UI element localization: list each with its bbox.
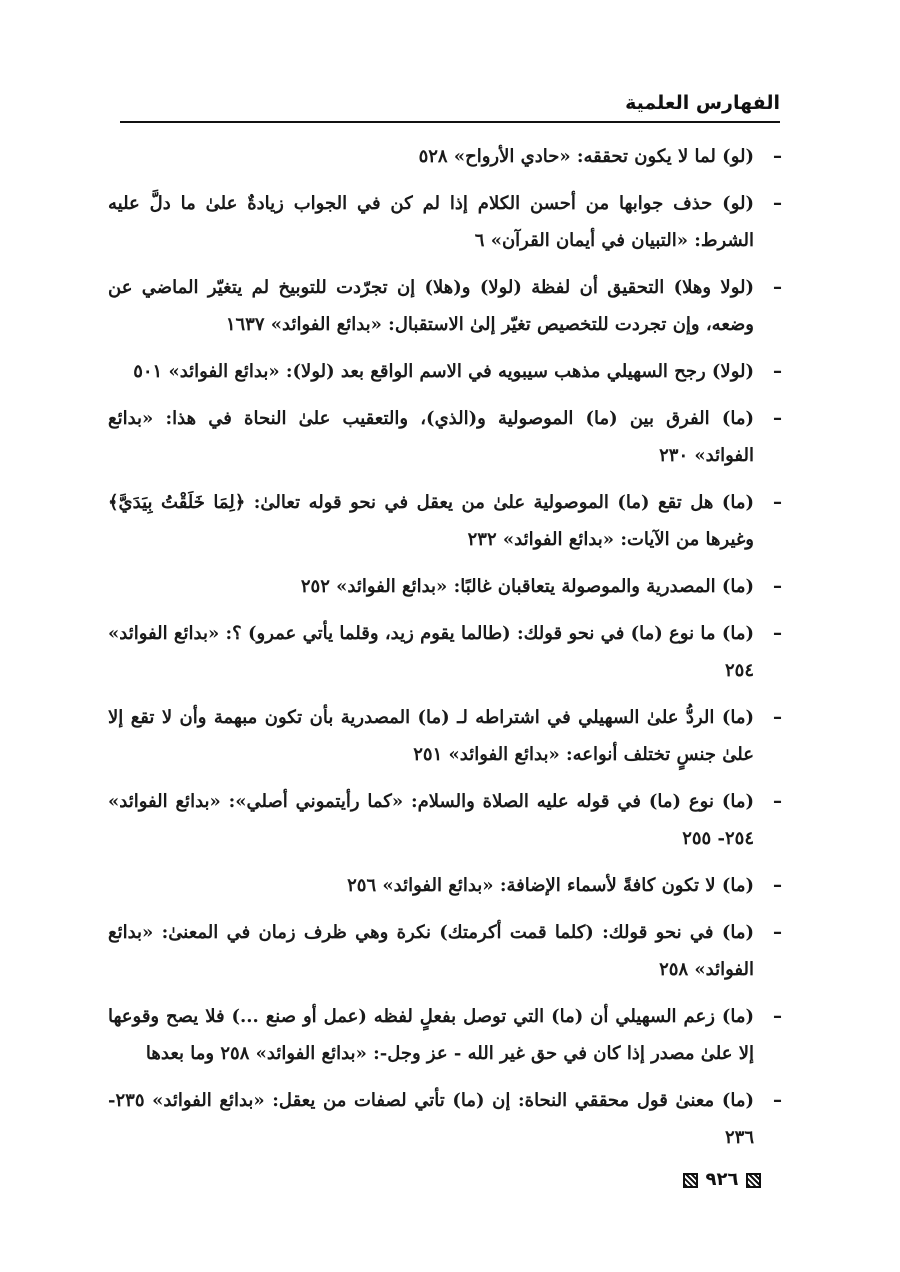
index-entry [108,400,786,474]
page-footer [660,1167,784,1193]
index-entry [108,1082,786,1156]
entry-dash: – [773,576,782,597]
index-entry [108,484,786,558]
entry-text: (لو) حذف جوابها من أحسن الكلام إذا لم كن في الجواب زيادةٌ علىٰ ما دلَّ عليه الشرط: «التبيان في أيمان القرآن» ٦ [108,193,754,251]
entry-dash: – [773,791,782,812]
entry-text: (لو) لما لا يكون تحققه: «حادي الأرواح» ٥٢٨ [418,146,754,167]
entry-dash: – [773,875,782,896]
entry-dash: – [773,707,782,728]
index-entry [108,269,786,343]
entry-text: (ما) ما نوع (ما) في نحو قولك: (طالما يقوم زيد، وقلما يأتي عمرو) ؟: «بدائع الفوائد» ٢٥٤ [108,623,754,681]
index-entry [108,783,786,857]
entry-text: (ما) الفرق بين (ما) الموصولية و(الذي)، والتعقيب علىٰ النحاة في هذا: «بدائع الفوائد» ٢٣٠ [108,408,754,466]
index-entry [108,568,786,605]
index-entry [108,998,786,1072]
entry-text: (ما) لا تكون كافةً لأسماء الإضافة: «بدائع الفوائد» ٢٥٦ [347,875,754,896]
entry-text: (لولا وهلا) التحقيق أن لفظة (لولا) و(هلا) إن تجرّدت للتوبيخ لم يتغيّر الماضي عن وضعه، وإن تجردت للتخصيص تغيّر إلىٰ الاستقبال: «بدائع الفوائد» ١٦٣٧ [108,277,754,335]
entry-text: (لولا) رجح السهيلي مذهب سيبويه في الاسم الواقع بعد (لولا): «بدائع الفوائد» ٥٠١ [133,361,754,382]
index-entries [108,138,786,1166]
entry-text: (ما) زعم السهيلي أن (ما) التي توصل بفعلٍ لفظه (عمل أو صنع ...) فلا يصح وقوعها إلا علىٰ مصدر إذا كان في حق غير الله - عز وجل-: «بدائع الفوائد» ٢٥٨ وما بعدها [108,1006,754,1064]
entry-dash: – [773,922,782,943]
ornament-icon [683,1173,698,1188]
ornament-icon [746,1173,761,1188]
entry-dash: – [773,277,782,298]
header-rule [120,121,780,123]
entry-text: (ما) في نحو قولك: (كلما قمت أكرمتك) نكرة وهي ظرف زمان في المعنىٰ: «بدائع الفوائد» ٢٥٨ [108,922,754,980]
entry-dash: – [773,193,782,214]
index-entry [108,914,786,988]
entry-text: (ما) نوع (ما) في قوله عليه الصلاة والسلام: «كما رأيتموني أصلي»: «بدائع الفوائد» ٢٥٤- ٢٥٥ [108,791,754,849]
index-entry [108,699,786,773]
index-entry [108,353,786,390]
entry-dash: – [773,361,782,382]
entry-dash: – [773,1090,782,1111]
index-entry [108,867,786,904]
header-title: الفهارس العلمية [625,92,780,114]
entry-text: (ما) هل تقع (ما) الموصولية علىٰ من يعقل في نحو قوله تعالىٰ: ﴿لِمَا خَلَقْتُ بِيَدَيَّ﴾ وغيرها من الآيات: «بدائع الفوائد» ٢٣٢ [108,492,754,550]
entry-dash: – [773,623,782,644]
index-entry [108,138,786,175]
index-entry [108,185,786,259]
index-entry [108,615,786,689]
entry-dash: – [773,146,782,167]
entry-dash: – [773,492,782,513]
entry-dash: – [773,408,782,429]
entry-text: (ما) الردُّ علىٰ السهيلي في اشتراطه لـ (ما) المصدرية بأن تكون مبهمة وأن لا تقع إلا علىٰ جنسٍ تختلف أنواعه: «بدائع الفوائد» ٢٥١ [108,707,754,765]
page-number: ٩٢٦ [705,1169,739,1190]
entry-dash: – [773,1006,782,1027]
entry-text: (ما) المصدرية والموصولة يتعاقبان غالبًا: «بدائع الفوائد» ٢٥٢ [300,576,754,597]
entry-text: (ما) معنىٰ قول محققي النحاة: إن (ما) تأتي لصفات من يعقل: «بدائع الفوائد» ٢٣٥- ٢٣٦ [108,1090,754,1148]
running-header [120,92,780,126]
